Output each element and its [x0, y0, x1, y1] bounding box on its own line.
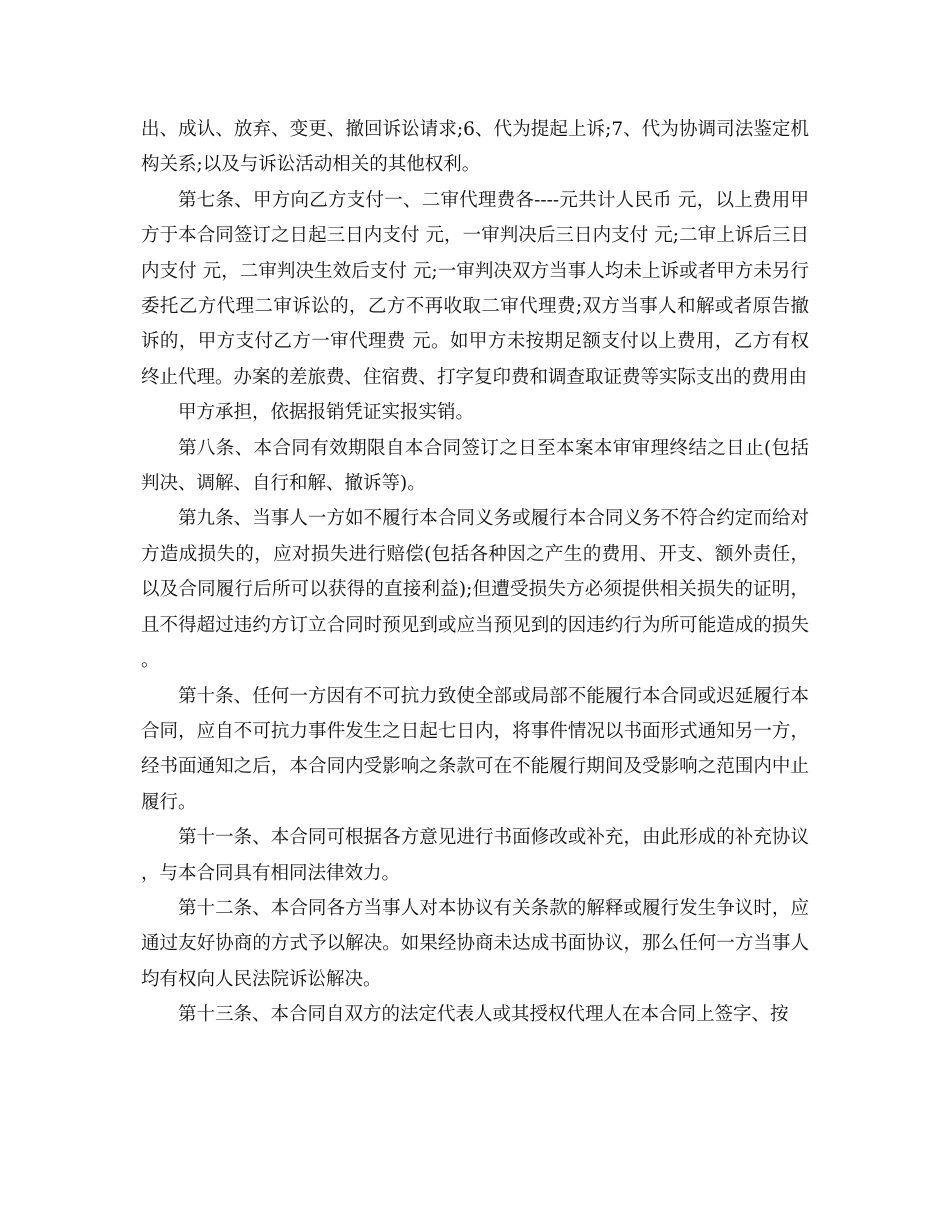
paragraph-article-10: 第十条、任何一方因有不可抗力致使全部或局部不能履行本合同或迟延履行本合同，应自不可抗力事件发生之日起七日内，将事件情况以书面形式通知另一方，经书面通知之后，本合同内受影响之条款可在不能履行期间及受影响之范围内中止履行。 [141, 685, 809, 813]
paragraph-continuation: 出、成认、放弃、变更、撤回诉讼请求;6、代为提起上诉;7、代为协调司法鉴定机构关系;以及与诉讼活动相关的其他权利。 [141, 119, 809, 176]
paragraph-article-7: 第七条、甲方向乙方支付一、二审代理费各----元共计人民币 元，以上费用甲方于本合同签订之日起三日内支付 元，一审判决后三日内支付 元;二审上诉后三日内支付 元，二审判决生效后支付 元;一审判决双方当事人均未上诉或者甲方未另行委托乙方代理二审诉讼的，乙方不再收取二审代理费;双方当事人和解或者原告撤诉的，甲方支付乙方一审代理费 元。如甲方未按期足额支付以上费用，乙方有权终止代理。办案的差旅费、住宿费、打字复印费和调查取证费等实际支出的费用由 [141, 189, 809, 388]
paragraph-article-7-cont: 甲方承担，依据报销凭证实报实销。 [178, 402, 475, 424]
paragraph-article-8: 第八条、本合同有效期限自本合同签订之日至本案本审审理终结之日止(包括判决、调解、自行和解、撤诉等)。 [141, 437, 809, 495]
paragraph-article-13: 第十三条、本合同自双方的法定代表人或其授权代理人在本合同上签字、按 [178, 1004, 789, 1026]
paragraph-article-11: 第十一条、本合同可根据各方意见进行书面修改或补充，由此形成的补充协议，与本合同具有相同法律效力。 [141, 827, 809, 884]
document-page [141, 112, 809, 1033]
paragraph-article-12: 第十二条、本合同各方当事人对本协议有关条款的解释或履行发生争议时，应通过友好协商的方式予以解决。如果经协商未达成书面协议，那么任何一方当事人均有权向人民法院诉讼解决。 [141, 897, 809, 990]
paragraph-article-9: 第九条、当事人一方如不履行本合同义务或履行本合同义务不符合约定而给对方造成损失的，应对损失进行赔偿(包括各种因之产生的费用、开支、额外责任，以及合同履行后所可以获得的直接利益);但遭受损失方必须提供相关损失的证明，且不得超过违约方订立合同时预见到或应当预见到的因违约行为所可能造成的损失。 [141, 508, 809, 672]
